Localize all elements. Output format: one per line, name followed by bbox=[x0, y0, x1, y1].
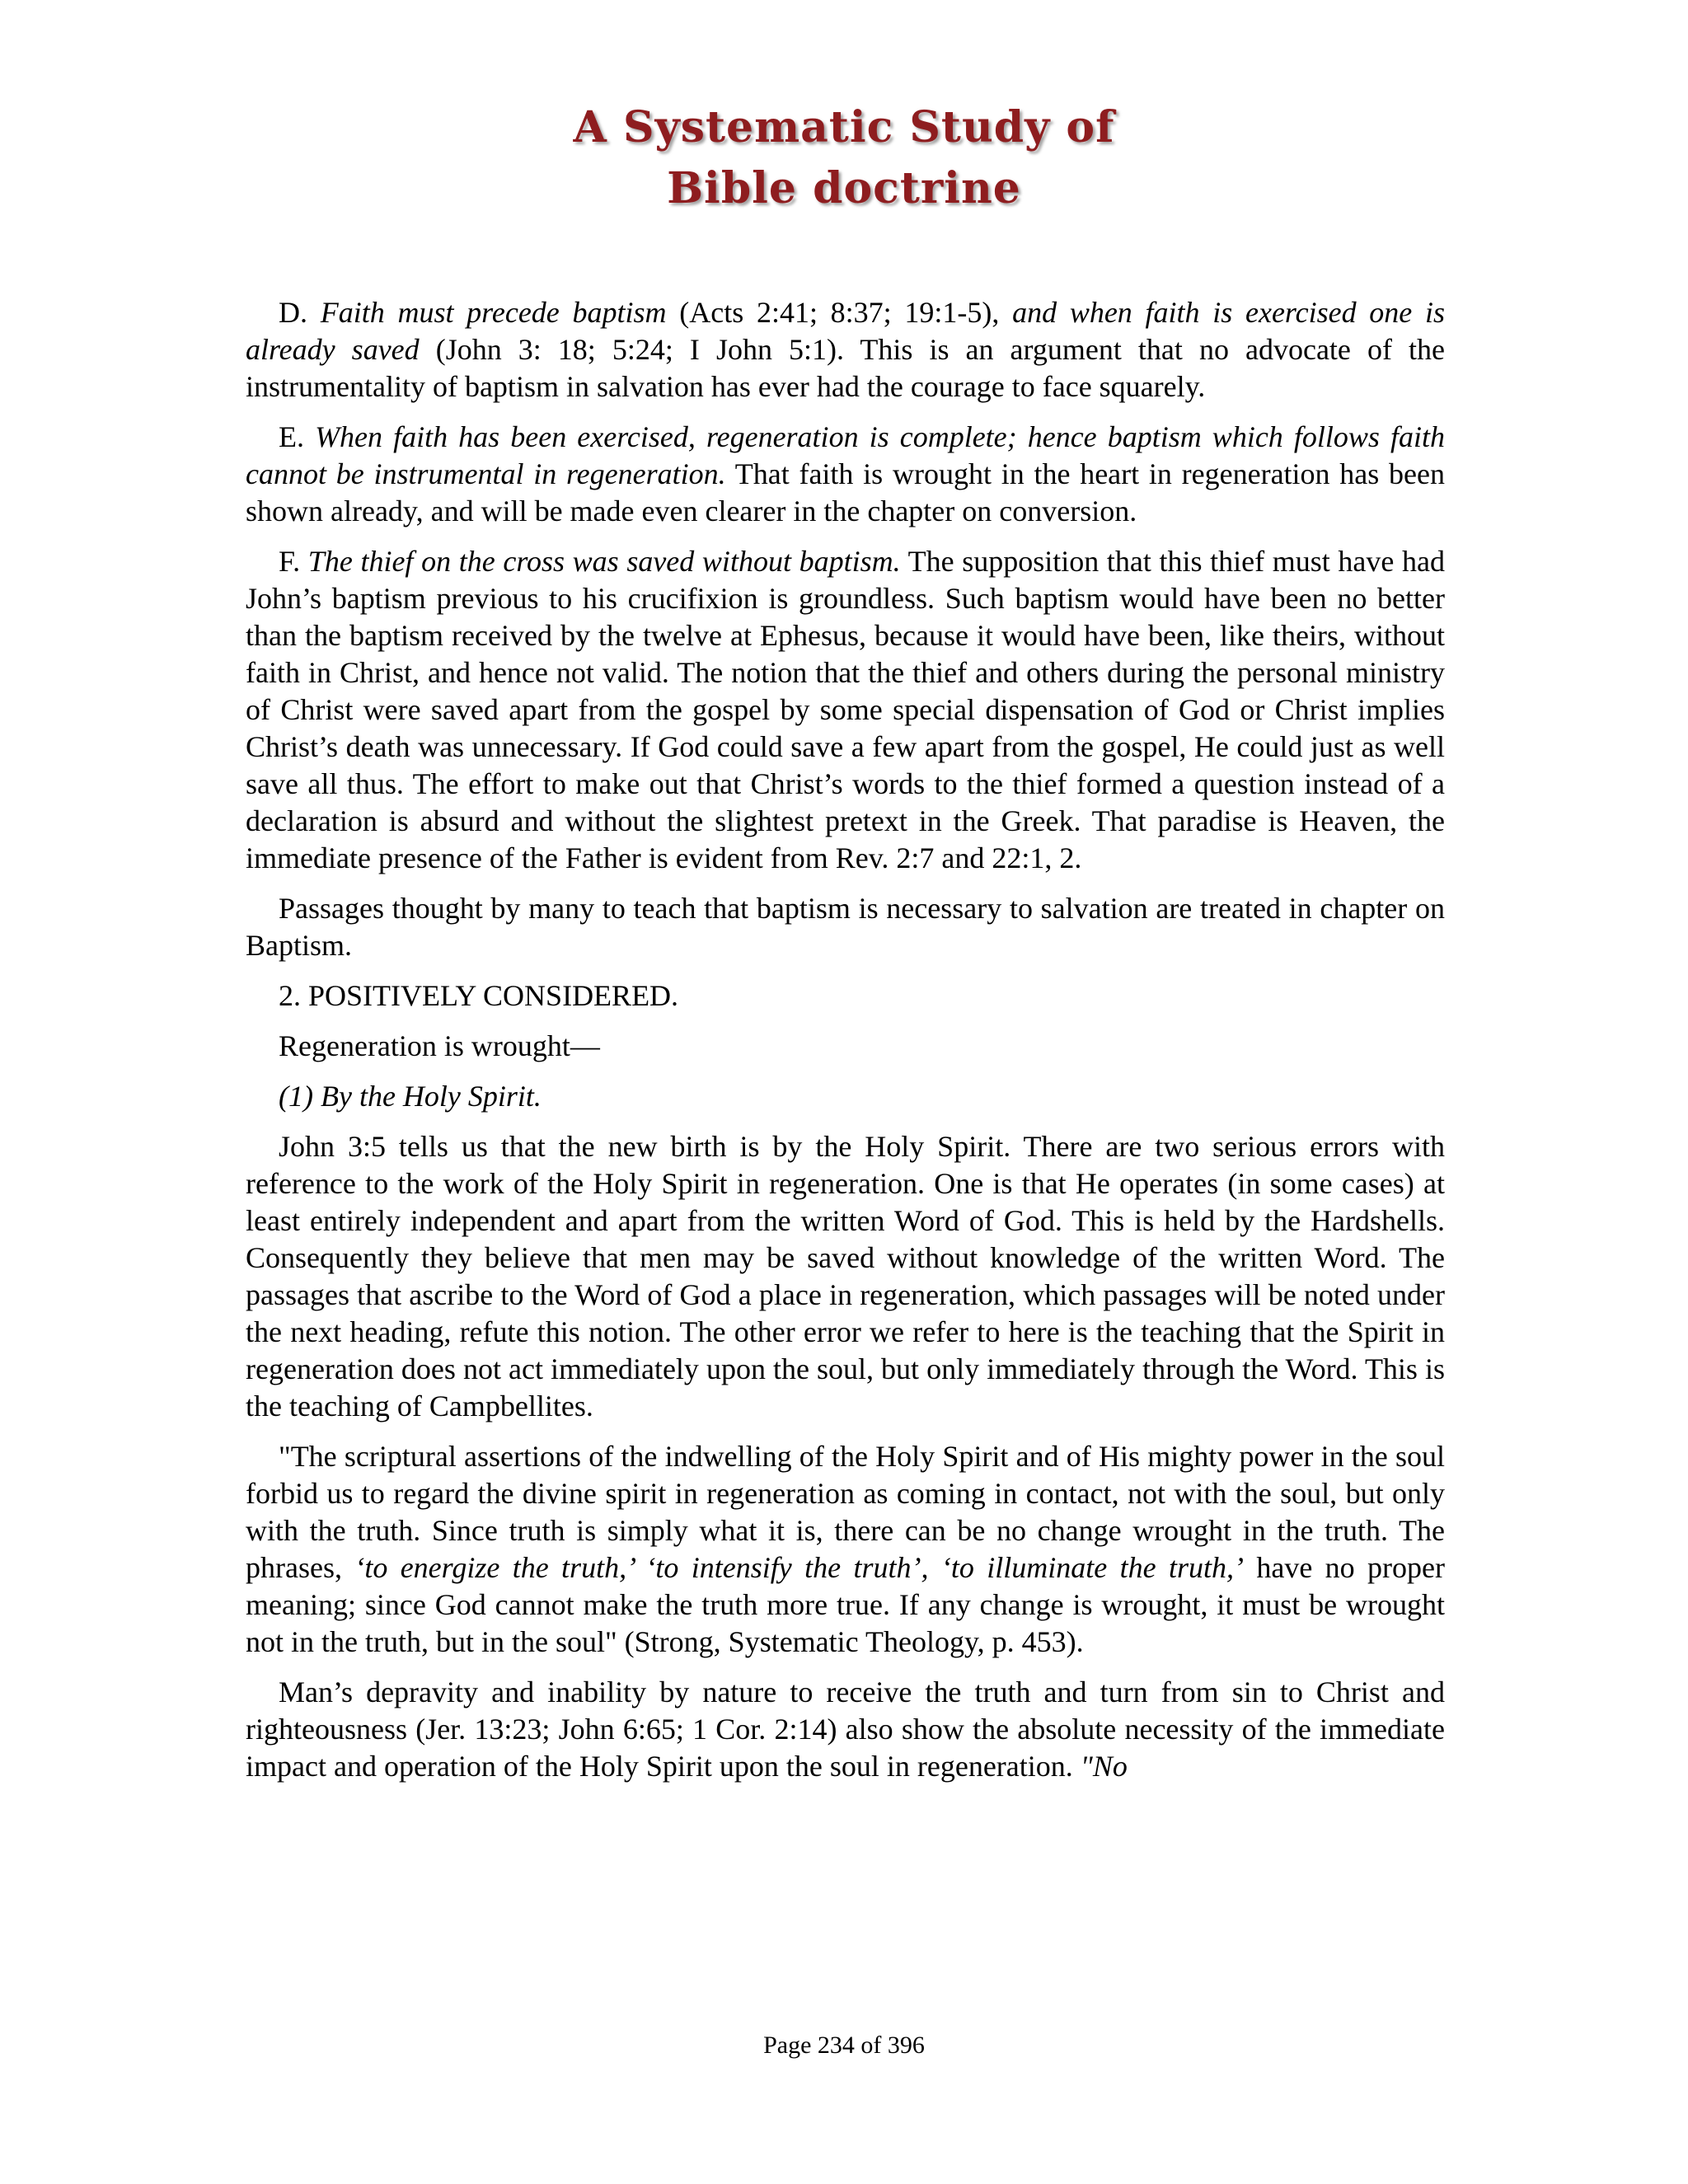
italic-text: When faith has been exercised, regeneration is complete; hence baptism which follows faith cannot be instrumental in regeneration. bbox=[246, 420, 1445, 490]
paragraph-john-3-5: John 3:5 tells us that the new birth is by the Holy Spirit. There are two serious errors with reference to the work of the Holy Spirit in regeneration. One is that He operates (in some cases) at least entirely independent and apart from the written Word of God. This is held by the Hardshells. Consequently they believe that men may be saved without knowledge of the written Word. The passages that ascribe to the Word of God a place in regeneration, which passages will be noted under the next heading, refute this notion. The other error we refer to here is the teaching that the Spirit in regeneration does not act immediately upon the soul, but only immediately through the Word. This is the teaching of Campbellites. bbox=[246, 1130, 1445, 1422]
paragraph-text: "The scriptural assertions of the indwelling of the Holy Spirit and of His mighty power in the soul forbid us to regard the divine spirit in regeneration as coming in contact, not with the soul, but only with the truth. Since truth is simply what it is, there can be no change wrought in the truth. The phrases, bbox=[246, 1440, 1445, 1584]
header-title-line-2: Bible doctrine bbox=[667, 163, 1021, 213]
paragraph-d-faith-precedes-baptism bbox=[246, 294, 1445, 405]
paragraph-f-thief-on-cross bbox=[246, 543, 1445, 877]
paragraph-strong-quote bbox=[246, 1438, 1445, 1661]
page-body bbox=[246, 294, 1445, 1798]
section-heading-positively-considered: 2. POSITIVELY CONSIDERED. bbox=[279, 979, 679, 1012]
italic-text: ‘to energize the truth,’ ‘to intensify the truth’, ‘to illuminate the truth,’ bbox=[354, 1551, 1244, 1584]
paragraph-label: F. bbox=[279, 545, 308, 578]
italic-text: (1) By the Holy Spirit. bbox=[279, 1080, 542, 1113]
paragraph-text: That faith is wrought in the heart in regeneration has been shown already, and will be made even clearer in the chapter on conversion. bbox=[246, 457, 1446, 527]
paragraph-text: Man’s depravity and inability by nature to receive the truth and turn from sin to Christ and righteousness (Jer. 13:23; John 6:65; 1 Cor. 2:14) also show the absolute necessity of the immediate impact and operation of the Holy Spirit upon the soul in regeneration. bbox=[246, 1675, 1445, 1783]
italic-text: and when faith is exercised one is already saved bbox=[246, 296, 1446, 366]
italic-text: The thief on the cross was saved without baptism. bbox=[307, 545, 901, 578]
italic-text: "No bbox=[1080, 1750, 1128, 1783]
paragraph-e-regeneration-complete bbox=[246, 419, 1445, 530]
paragraph-regeneration-is-wrought: Regeneration is wrought— bbox=[279, 1029, 600, 1062]
italic-text: Faith must precede baptism bbox=[320, 296, 667, 329]
paragraph-text: (Acts 2:41; 8:37; 19:1-5), bbox=[666, 296, 1013, 329]
paragraph-text: (John 3: 18; 5:24; I John 5:1). This is an argument that no advocate of the instrumentality of baptism in salvation has ever had the courage to face squarely. bbox=[246, 333, 1445, 403]
paragraph-label: E. bbox=[279, 420, 316, 453]
paragraph-mans-depravity bbox=[246, 1674, 1445, 1785]
paragraph-text: have no proper meaning; since God cannot make the truth more true. If any change is wrought, it must be wrought not in the truth, but in the soul" (Strong, Systematic Theology, p. 453). bbox=[246, 1551, 1445, 1658]
paragraph-passages-baptism: Passages thought by many to teach that baptism is necessary to salvation are treated in chapter on Baptism. bbox=[246, 892, 1445, 962]
document-header bbox=[0, 97, 1688, 219]
page-number: Page 234 of 396 bbox=[763, 2032, 925, 2059]
paragraph-label: D. bbox=[279, 296, 321, 329]
paragraph-text: The supposition that this thief must have had John’s baptism previous to his crucifixion is groundless. Such baptism would have been no better than the baptism received by the twelve at Ephesus, because it would have been, like theirs, without faith in Christ, and hence not valid. The notion that the thief and others during the personal ministry of Christ were saved apart from the gospel by some special dispensation of God or Christ implies Christ’s death was unnecessary. If God could save a few apart from the gospel, He could just as well save all thus. The effort to make out that Christ’s words to the thief formed a question instead of a declaration is absurd and without the slightest pretext in the Greek. That paradise is Heaven, the immediate presence of the Father is evident from Rev. 2:7 and 22:1, 2. bbox=[246, 545, 1446, 874]
subheading-by-holy-spirit bbox=[246, 1078, 1445, 1115]
header-title-line-1: A Systematic Study of bbox=[573, 102, 1115, 152]
